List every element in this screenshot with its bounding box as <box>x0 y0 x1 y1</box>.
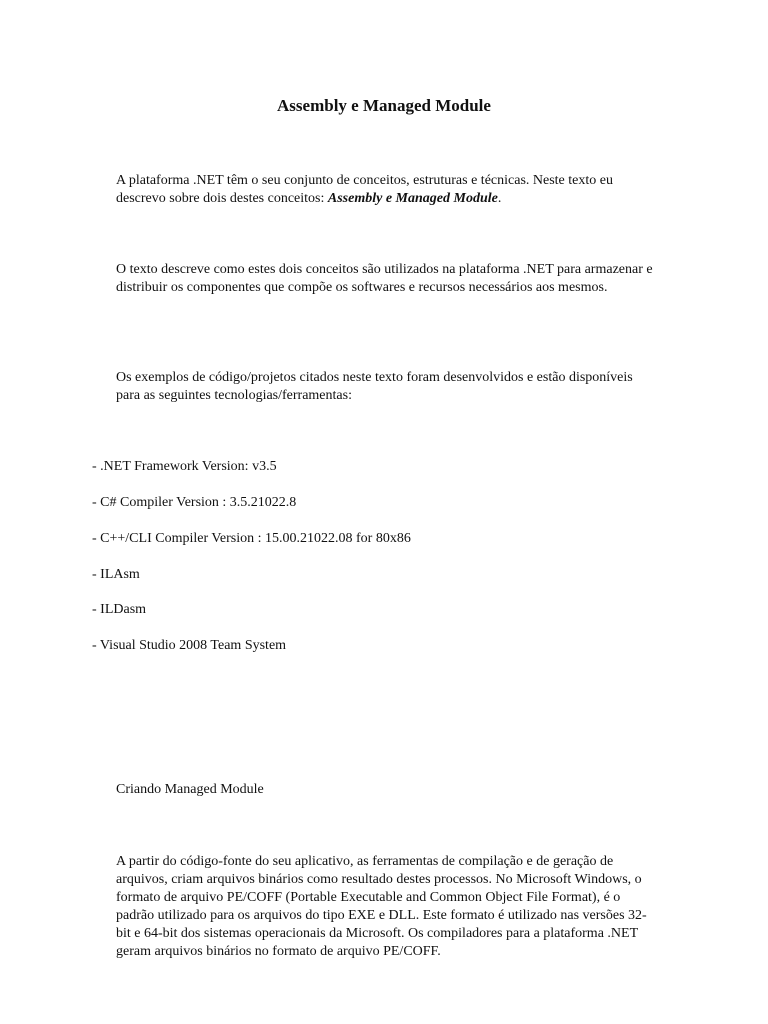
intro-paragraph <box>116 172 656 208</box>
document-title: Assembly e Managed Module <box>277 96 491 115</box>
tool-list-item: - Visual Studio 2008 Team System <box>92 638 287 653</box>
intro-text: A plataforma .NET têm o seu conjunto de conceitos, estruturas e técnicas. Neste texto eu descrevo sobre dois destes conceitos: <box>116 173 613 206</box>
intro-emphasis: Assembly e Managed Module <box>327 191 498 206</box>
tool-list-item: - .NET Framework Version: v3.5 <box>92 459 277 474</box>
intro-period: . <box>497 191 502 206</box>
managed-module-paragraph: A partir do código-fonte do seu aplicativo, as ferramentas de compilação e de geração de arquivos, criam arquivos binários como resultado destes processos. No Microsoft Windows, o formato de arquivo PE/COFF (Portable Executable and Common Object File Format), é o padrão utilizado para os arquivos do tipo EXE e DLL. Este formato é utilizado nas versões 32-bit e 64-bit dos sistemas operacionais da Microsoft. Os compiladores para a plataforma .NET geram arquivos binários no formato de arquivo PE/COFF. <box>116 854 647 959</box>
tool-list-item: - ILAsm <box>92 567 140 582</box>
tool-list-item: - ILDasm <box>92 602 147 617</box>
examples-paragraph: Os exemplos de código/projetos citados neste texto foram desenvolvidos e estão disponíveis para as seguintes tecnologias/ferramentas: <box>116 370 633 403</box>
tool-list-item: - C# Compiler Version : 3.5.21022.8 <box>92 495 297 510</box>
description-paragraph: O texto descreve como estes dois conceitos são utilizados na plataforma .NET para armazenar e distribuir os componentes que compõe os softwares e recursos necessários aos mesmos. <box>116 262 653 295</box>
section-heading: Criando Managed Module <box>116 782 264 797</box>
tool-list-item: - C++/CLI Compiler Version : 15.00.21022.08 for 80x86 <box>92 531 411 546</box>
